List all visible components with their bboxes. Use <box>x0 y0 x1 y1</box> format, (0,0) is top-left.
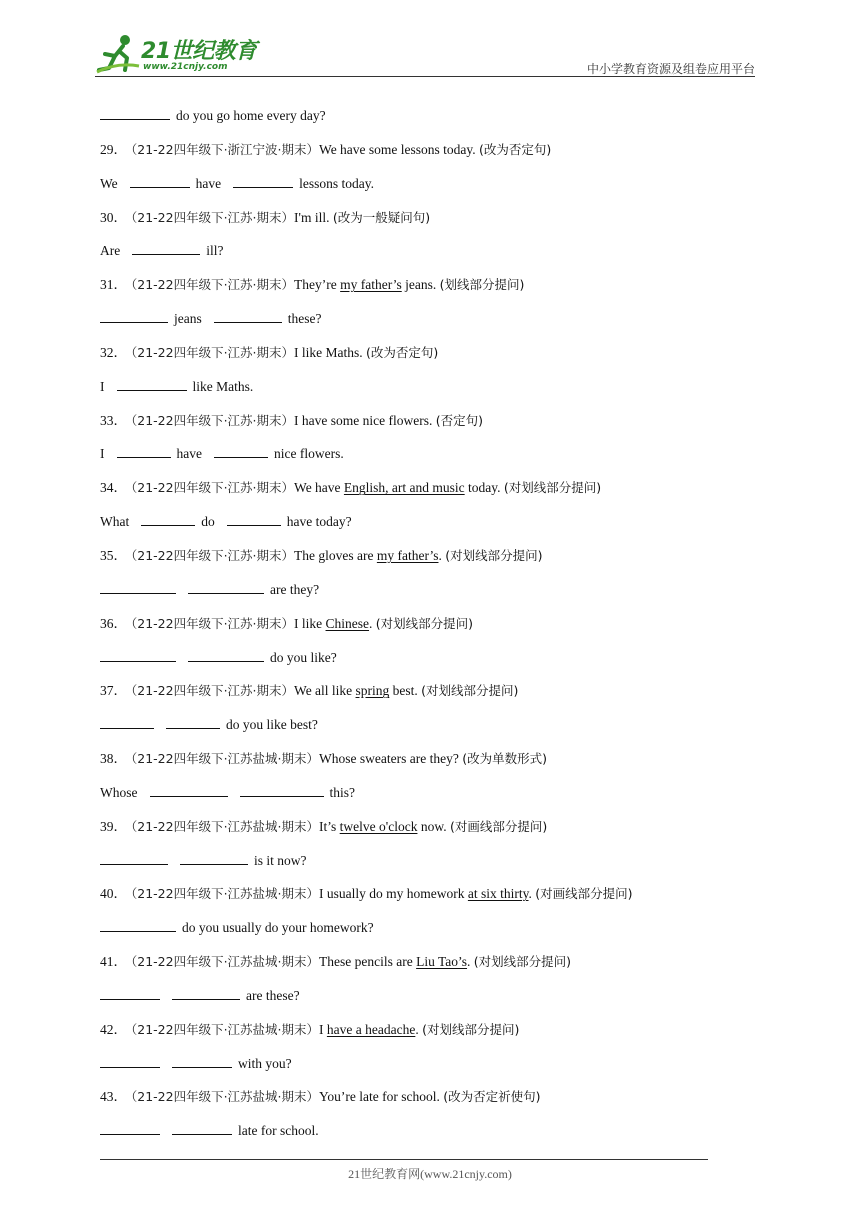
underlined-phrase: my father’s <box>376 547 439 563</box>
question-number: 32． <box>100 344 127 360</box>
answer-line <box>100 510 760 544</box>
instruction-text: (对划线部分提问) <box>422 1021 520 1037</box>
answer-line <box>100 172 760 206</box>
sentence-text: have today? <box>286 514 352 530</box>
question-line <box>100 1018 760 1052</box>
underlined-phrase: my father’s <box>340 277 402 293</box>
question-source: （21-22四年级下·江苏·期末） <box>131 209 295 225</box>
sentence-text: lessons today. <box>299 175 375 191</box>
question-source: （21-22四年级下·江苏·期末） <box>131 480 295 496</box>
question-number: 31． <box>100 277 127 293</box>
answer-blank[interactable] <box>180 850 248 865</box>
underlined-phrase: at six thirty <box>467 886 529 902</box>
answer-line <box>100 849 760 883</box>
answer-blank[interactable] <box>132 240 200 255</box>
instruction-text: (改为一般疑问句) <box>332 209 431 225</box>
sentence-text: We have some lessons today. <box>319 141 480 157</box>
answer-blank[interactable] <box>141 511 195 526</box>
answer-line <box>100 916 760 950</box>
sentence-text: Whose sweaters are they? <box>319 751 463 767</box>
answer-blank[interactable] <box>117 443 171 458</box>
sentence-text: . <box>467 954 474 970</box>
sentence-text: The gloves are <box>294 547 377 563</box>
question-line <box>100 476 760 510</box>
instruction-text: (改为单数形式) <box>462 751 547 767</box>
question-source: （21-22四年级下·江苏·期末） <box>131 615 295 631</box>
answer-blank[interactable] <box>100 917 176 932</box>
answer-blank[interactable] <box>100 1120 160 1135</box>
question-source: （21-22四年级下·浙江宁波·期末） <box>131 141 320 157</box>
sentence-text: are they? <box>270 581 320 597</box>
answer-blank[interactable] <box>100 647 176 662</box>
sentence-text: I <box>319 1021 327 1037</box>
sentence-text: now. <box>417 818 450 834</box>
question-source: （21-22四年级下·江苏盐城·期末） <box>131 818 320 834</box>
sentence-text: are these? <box>246 987 300 1003</box>
sentence-text: these? <box>287 311 322 327</box>
answer-line <box>100 442 760 476</box>
answer-line <box>100 307 760 341</box>
logo-url: www.21cnjy.com <box>143 62 228 72</box>
question-number: 34． <box>100 480 127 496</box>
sentence-text: is it now? <box>254 852 307 868</box>
answer-line <box>100 578 760 612</box>
answer-blank[interactable] <box>150 782 228 797</box>
sentence-text: I have some nice flowers. <box>294 412 436 428</box>
answer-line <box>100 1052 760 1086</box>
question-line <box>100 206 760 240</box>
sentence-text: What <box>100 514 130 530</box>
question-number: 43． <box>100 1089 127 1105</box>
sentence-text: have <box>176 446 202 462</box>
instruction-text: (对划线部分提问) <box>503 480 602 496</box>
answer-blank[interactable] <box>100 1053 160 1068</box>
question-line <box>100 1085 760 1119</box>
question-line <box>100 882 760 916</box>
question-source: （21-22四年级下·江苏·期末） <box>131 277 295 293</box>
sentence-text: I like Maths. <box>294 344 367 360</box>
underlined-phrase: twelve o'clock <box>339 818 418 834</box>
answer-blank[interactable] <box>117 376 187 391</box>
question-source: （21-22四年级下·江苏·期末） <box>131 547 295 563</box>
underlined-phrase: have a headache <box>326 1021 416 1037</box>
answer-line <box>100 646 760 680</box>
answer-blank[interactable] <box>100 579 176 594</box>
answer-blank[interactable] <box>166 714 220 729</box>
sentence-text: I usually do my homework <box>319 886 468 902</box>
question-number: 36． <box>100 615 127 631</box>
underlined-phrase: English, art and music <box>343 480 465 496</box>
sentence-text: have <box>195 175 222 191</box>
question-number: 37． <box>100 683 127 699</box>
answer-line <box>100 1119 760 1153</box>
answer-blank[interactable] <box>100 850 168 865</box>
sentence-text: I <box>100 446 105 462</box>
answer-line <box>100 713 760 747</box>
question-number: 30． <box>100 209 127 225</box>
answer-blank[interactable] <box>130 173 190 188</box>
question-source: （21-22四年级下·江苏盐城·期末） <box>131 751 320 767</box>
question-source: （21-22四年级下·江苏盐城·期末） <box>131 886 320 902</box>
site-logo[interactable] <box>95 32 265 76</box>
question-line <box>100 815 760 849</box>
sentence-text: I <box>100 378 105 394</box>
question-number: 41． <box>100 954 127 970</box>
question-number: 33． <box>100 412 127 428</box>
sentence-text: Are <box>100 243 121 259</box>
answer-line <box>100 781 760 815</box>
answer-blank[interactable] <box>240 782 324 797</box>
sentence-text: this? <box>329 784 355 800</box>
sentence-text: with you? <box>238 1055 292 1071</box>
sentence-text: do you like best? <box>226 717 318 733</box>
runner-logo-icon <box>95 32 141 76</box>
answer-line <box>100 104 760 138</box>
question-line <box>100 341 760 375</box>
question-line <box>100 950 760 984</box>
instruction-text: (对画线部分提问) <box>449 818 548 834</box>
sentence-text: . <box>528 886 536 902</box>
question-source: （21-22四年级下·江苏盐城·期末） <box>131 1021 320 1037</box>
sentence-text: ill? <box>206 243 224 259</box>
sentence-text: jeans. <box>401 277 440 293</box>
question-source: （21-22四年级下·江苏盐城·期末） <box>131 1089 320 1105</box>
answer-blank[interactable] <box>100 308 168 323</box>
sentence-text: today. <box>464 480 504 496</box>
answer-blank[interactable] <box>100 105 170 120</box>
sentence-text: . <box>415 1021 423 1037</box>
sentence-text: do you like? <box>270 649 337 665</box>
sentence-text: do <box>201 514 215 530</box>
sentence-text: It’s <box>319 818 340 834</box>
instruction-text: (对画线部分提问) <box>535 886 633 902</box>
answer-blank[interactable] <box>233 173 293 188</box>
sentence-text: These pencils are <box>319 954 417 970</box>
instruction-text: (改为否定句) <box>366 344 439 360</box>
platform-title: 中小学教育资源及组卷应用平台 <box>586 62 755 76</box>
question-source: （21-22四年级下·江苏盐城·期末） <box>131 954 320 970</box>
sentence-text: I'm ill. <box>294 209 333 225</box>
underlined-phrase: Liu Tao’s <box>416 954 468 970</box>
header-divider <box>95 76 755 77</box>
instruction-text: (对划线部分提问) <box>375 615 474 631</box>
sentence-text: jeans <box>174 311 202 327</box>
answer-blank[interactable] <box>188 647 264 662</box>
sentence-text: . <box>369 615 376 631</box>
instruction-text: (对划线部分提问) <box>421 683 519 699</box>
question-source: （21-22四年级下·江苏·期末） <box>131 344 295 360</box>
question-line <box>100 409 760 443</box>
answer-blank[interactable] <box>100 985 160 1000</box>
answer-blank[interactable] <box>172 1053 232 1068</box>
instruction-text: (改为否定祈使句) <box>443 1089 541 1105</box>
sentence-text: They’re <box>294 277 341 293</box>
question-line <box>100 273 760 307</box>
sentence-text: . <box>438 547 446 563</box>
answer-line <box>100 239 760 273</box>
underlined-phrase: Chinese <box>325 615 370 631</box>
question-number: 29． <box>100 141 127 157</box>
instruction-text: (否定句) <box>435 412 483 428</box>
answer-blank[interactable] <box>188 579 264 594</box>
instruction-text: (划线部分提问) <box>439 277 525 293</box>
sentence-text: We <box>100 175 118 191</box>
sentence-text: best. <box>389 683 422 699</box>
footer-divider <box>100 1159 708 1160</box>
question-source: （21-22四年级下·江苏·期末） <box>131 683 295 699</box>
answer-blank[interactable] <box>214 443 268 458</box>
logo-text: 21世纪教育 <box>141 39 257 64</box>
sentence-text: do you go home every day? <box>176 108 326 123</box>
question-number: 39． <box>100 818 127 834</box>
sentence-text: Whose <box>100 784 138 800</box>
sentence-text: We have <box>294 480 344 496</box>
question-line <box>100 747 760 781</box>
sentence-text: do you usually do your homework? <box>182 920 374 936</box>
question-line <box>100 138 760 172</box>
question-number: 40． <box>100 886 127 902</box>
answer-line <box>100 375 760 409</box>
sentence-text: like Maths. <box>192 378 254 394</box>
question-source: （21-22四年级下·江苏·期末） <box>131 412 295 428</box>
answer-blank[interactable] <box>172 985 240 1000</box>
answer-blank[interactable] <box>227 511 281 526</box>
page-header <box>95 30 755 78</box>
instruction-text: (对划线部分提问) <box>473 954 572 970</box>
answer-blank[interactable] <box>100 714 154 729</box>
sentence-text: We all like <box>294 683 356 699</box>
sentence-text: late for school. <box>238 1123 319 1139</box>
question-line <box>100 612 760 646</box>
question-number: 42． <box>100 1021 127 1037</box>
sentence-text: You’re late for school. <box>319 1089 444 1105</box>
question-number: 35． <box>100 547 127 563</box>
answer-line <box>100 984 760 1018</box>
instruction-text: (对划线部分提问) <box>445 547 543 563</box>
answer-blank[interactable] <box>214 308 282 323</box>
question-line <box>100 544 760 578</box>
answer-blank[interactable] <box>172 1120 232 1135</box>
exercise-list <box>100 104 760 1153</box>
sentence-text: I like <box>294 615 326 631</box>
sentence-text: nice flowers. <box>273 446 344 462</box>
page-footer: 21世纪教育网(www.21cnjy.com) <box>348 1167 512 1181</box>
instruction-text: (改为否定句) <box>479 141 552 157</box>
underlined-phrase: spring <box>355 683 390 699</box>
question-line <box>100 679 760 713</box>
question-number: 38． <box>100 751 127 767</box>
